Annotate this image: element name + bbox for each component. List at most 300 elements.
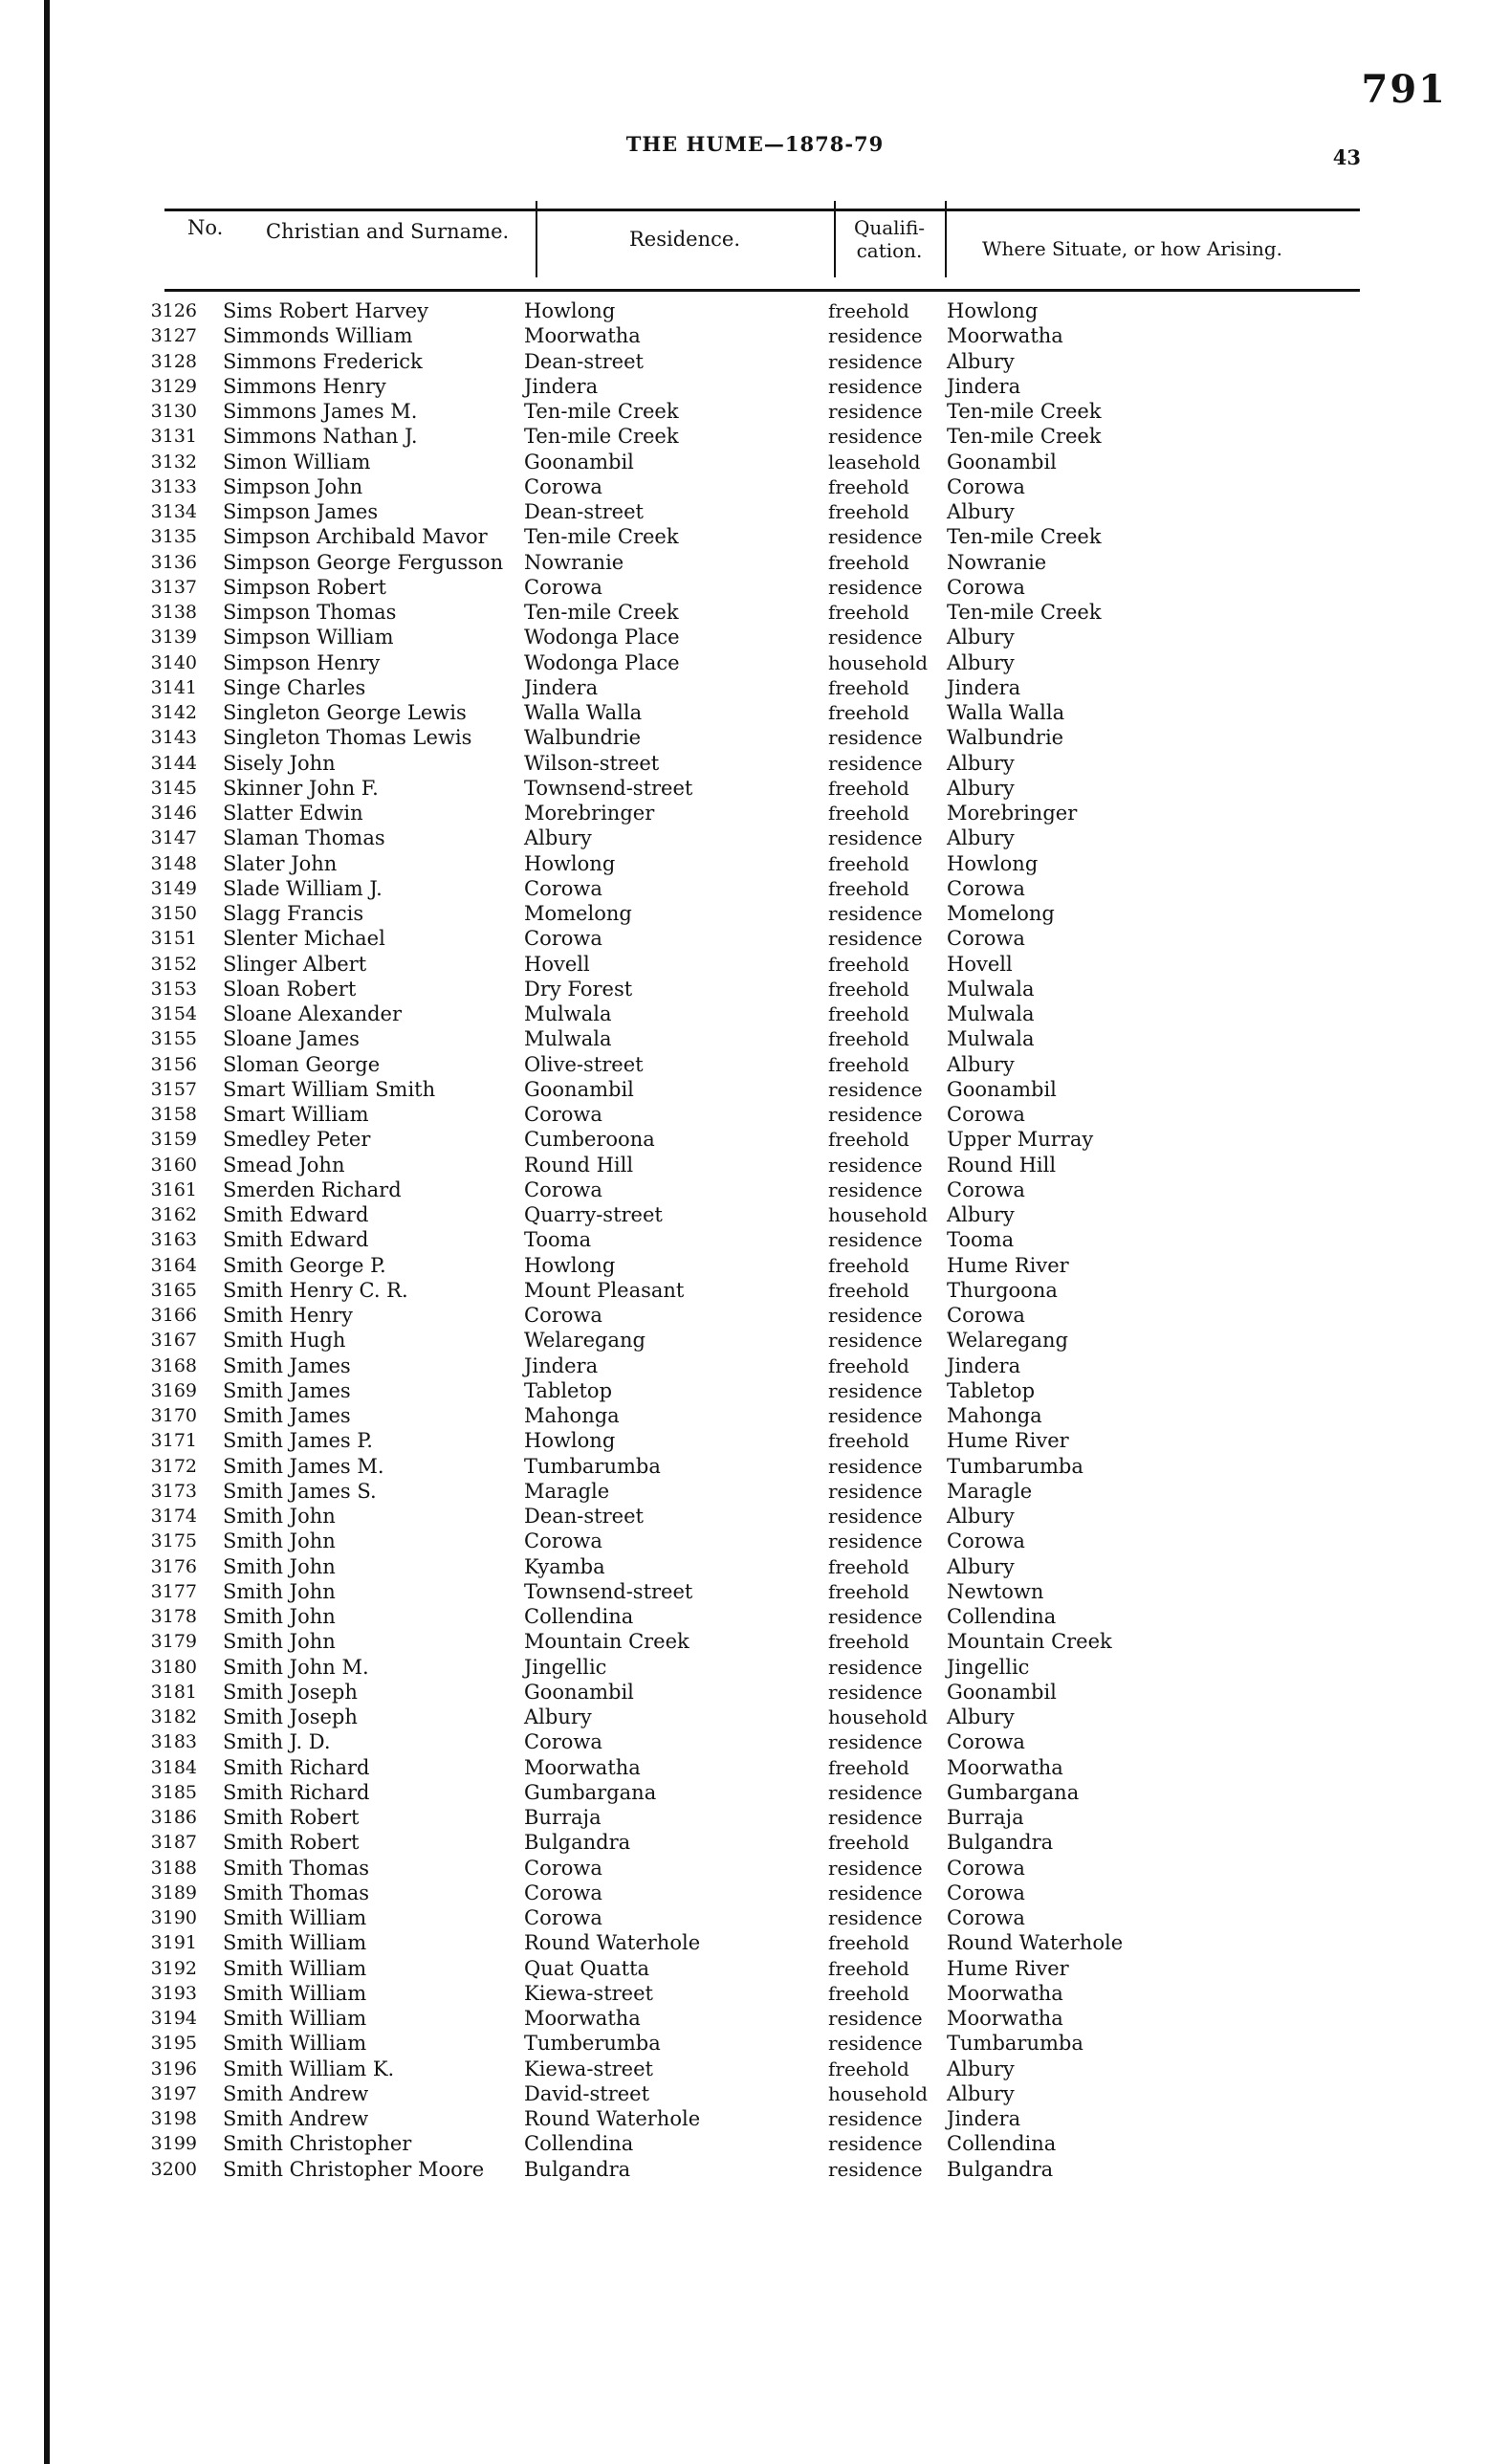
residence: Collendina xyxy=(524,2132,634,2156)
table-row xyxy=(0,1729,1510,1754)
elector-name: Smith Thomas xyxy=(223,1856,370,1880)
header-rule-bottom xyxy=(164,289,1360,292)
where-situate: Howlong xyxy=(947,851,1039,875)
where-situate: Ten-mile Creek xyxy=(947,525,1102,549)
residence: Corowa xyxy=(524,575,602,599)
where-situate: Goonambil xyxy=(947,1077,1057,1101)
elector-name: Smead John xyxy=(223,1153,345,1177)
table-row xyxy=(0,2031,1510,2056)
residence: Jindera xyxy=(524,675,599,699)
qualification: residence xyxy=(828,1505,923,1528)
table-row xyxy=(0,1930,1510,1955)
where-situate: Round Waterhole xyxy=(947,1931,1124,1955)
qualification: freehold xyxy=(828,474,909,498)
entry-number: 3170 xyxy=(150,1405,197,1426)
where-situate: Corowa xyxy=(947,1103,1025,1126)
qualification: freehold xyxy=(828,1579,909,1603)
where-situate: Albury xyxy=(947,500,1015,523)
qualification: residence xyxy=(828,2157,923,2181)
residence: Corowa xyxy=(524,1906,602,1929)
qualification: residence xyxy=(828,2132,923,2156)
residence: Ten-mile Creek xyxy=(524,525,679,549)
entry-number: 3187 xyxy=(150,1832,197,1854)
elector-name: Slatter Edwin xyxy=(223,802,363,825)
where-situate: Hume River xyxy=(947,1429,1069,1453)
residence: Goonambil xyxy=(524,1680,634,1704)
sheet-number: 43 xyxy=(1332,145,1361,169)
qualification: residence xyxy=(828,1806,923,1829)
residence: Howlong xyxy=(524,299,616,322)
residence: Tumberumba xyxy=(524,2032,661,2056)
entry-number: 3181 xyxy=(150,1681,197,1703)
residence: Dry Forest xyxy=(524,977,633,1001)
entry-number: 3138 xyxy=(150,602,197,623)
elector-name: Smith Richard xyxy=(223,1780,370,1804)
qualification: residence xyxy=(828,2107,923,2130)
entry-number: 3194 xyxy=(150,2008,197,2029)
elector-name: Smerden Richard xyxy=(223,1177,402,1201)
elector-name: Slagg Francis xyxy=(223,902,364,925)
qualification: freehold xyxy=(828,1278,909,1302)
elector-name: Smith Edward xyxy=(223,1203,369,1226)
page-number: 791 xyxy=(1361,67,1447,112)
entry-number: 3169 xyxy=(150,1379,197,1401)
where-situate: Corowa xyxy=(947,1906,1025,1929)
entry-number: 3163 xyxy=(150,1229,197,1251)
elector-name: Smith Hugh xyxy=(223,1329,346,1353)
table-row xyxy=(0,1353,1510,1378)
table-row xyxy=(0,751,1510,776)
where-situate: Round Hill xyxy=(947,1153,1057,1177)
where-situate: Tabletop xyxy=(947,1378,1036,1402)
qualification: residence xyxy=(828,1906,923,1929)
where-situate: Tooma xyxy=(947,1228,1015,1252)
elector-name: Simpson George Fergusson xyxy=(223,550,504,574)
table-row xyxy=(0,1604,1510,1629)
where-situate: Albury xyxy=(947,349,1015,373)
where-situate: Albury xyxy=(947,1705,1015,1728)
table-row xyxy=(0,298,1510,323)
table-row xyxy=(0,2057,1510,2081)
table-row xyxy=(0,1253,1510,1278)
header-rule-top xyxy=(164,209,1360,211)
header-qualification: Qualifi- cation. xyxy=(853,216,926,262)
residence: Corowa xyxy=(524,876,602,900)
table-row xyxy=(0,1755,1510,1780)
qualification: freehold xyxy=(828,675,909,699)
elector-name: Smith John xyxy=(223,1605,336,1628)
qualification: residence xyxy=(828,1454,923,1478)
elector-name: Smith Christopher xyxy=(223,2132,412,2156)
entry-number: 3135 xyxy=(150,526,197,548)
table-row xyxy=(0,1780,1510,1805)
table-row xyxy=(0,1454,1510,1479)
entry-number: 3159 xyxy=(150,1129,197,1151)
qualification: residence xyxy=(828,751,923,775)
qualification: residence xyxy=(828,1228,923,1252)
entry-number: 3142 xyxy=(150,702,197,723)
entry-number: 3137 xyxy=(150,576,197,598)
qualification: freehold xyxy=(828,2057,909,2080)
elector-name: Smith J. D. xyxy=(223,1730,331,1754)
entry-number: 3148 xyxy=(150,852,197,874)
elector-name: Simon William xyxy=(223,450,371,473)
where-situate: Hume River xyxy=(947,1956,1069,1980)
where-situate: Albury xyxy=(947,2057,1015,2080)
where-situate: Ten-mile Creek xyxy=(947,400,1102,423)
elector-name: Smith John xyxy=(223,1529,336,1553)
entry-number: 3149 xyxy=(150,877,197,899)
entry-number: 3165 xyxy=(150,1279,197,1301)
residence: Tumbarumba xyxy=(524,1454,661,1478)
elector-name: Simmons Nathan J. xyxy=(223,425,418,449)
qualification: freehold xyxy=(828,1956,909,1980)
residence: Goonambil xyxy=(524,450,634,473)
residence: Kyamba xyxy=(524,1554,605,1578)
qualification: freehold xyxy=(828,851,909,875)
elector-name: Smith Christopher Moore xyxy=(223,2157,485,2181)
residence: Walbundrie xyxy=(524,726,642,750)
where-situate: Albury xyxy=(947,826,1015,850)
elector-table-body xyxy=(0,298,1510,2182)
qualification: residence xyxy=(828,1605,923,1628)
table-row xyxy=(0,776,1510,801)
qualification: residence xyxy=(828,1730,923,1754)
residence: Bulgandra xyxy=(524,1831,631,1855)
residence: Burraja xyxy=(524,1806,602,1829)
qualification: residence xyxy=(828,826,923,850)
where-situate: Corowa xyxy=(947,575,1025,599)
table-row xyxy=(0,1303,1510,1328)
where-situate: Corowa xyxy=(947,1856,1025,1880)
qualification: residence xyxy=(828,1404,923,1427)
elector-name: Sloane Alexander xyxy=(223,1002,403,1025)
entry-number: 3174 xyxy=(150,1506,197,1527)
table-row xyxy=(0,1881,1510,1905)
table-row xyxy=(0,1052,1510,1077)
entry-number: 3191 xyxy=(150,1932,197,1954)
residence: Welaregang xyxy=(524,1329,646,1353)
table-row xyxy=(0,901,1510,926)
table-row xyxy=(0,650,1510,675)
residence: Jingellic xyxy=(524,1655,607,1679)
elector-name: Smith James S. xyxy=(223,1479,377,1503)
where-situate: Corowa xyxy=(947,1304,1025,1327)
table-row xyxy=(0,600,1510,625)
residence: Dean-street xyxy=(524,500,644,523)
elector-name: Smith Thomas xyxy=(223,1881,370,1904)
residence: Goonambil xyxy=(524,1077,634,1101)
header-name: Christian and Surname. xyxy=(266,220,510,243)
entry-number: 3161 xyxy=(150,1178,197,1200)
qualification: freehold xyxy=(828,1027,909,1051)
qualification: freehold xyxy=(828,876,909,900)
table-row xyxy=(0,977,1510,1001)
residence: Mountain Creek xyxy=(524,1630,689,1654)
elector-name: Smith John xyxy=(223,1554,336,1578)
table-row xyxy=(0,1102,1510,1127)
residence: Momelong xyxy=(524,902,632,925)
entry-number: 3172 xyxy=(150,1455,197,1477)
qualification: freehold xyxy=(828,1128,909,1152)
entry-number: 3182 xyxy=(150,1706,197,1727)
elector-name: Smith William xyxy=(223,1931,367,1955)
where-situate: Thurgoona xyxy=(947,1278,1058,1302)
entry-number: 3127 xyxy=(150,325,197,347)
qualification: freehold xyxy=(828,1931,909,1955)
table-row xyxy=(0,374,1510,399)
where-situate: Collendina xyxy=(947,1605,1057,1628)
elector-name: Smith John xyxy=(223,1579,336,1603)
entry-number: 3154 xyxy=(150,1003,197,1024)
residence: Corowa xyxy=(524,1103,602,1126)
elector-name: Simmons James M. xyxy=(223,400,418,423)
elector-name: Smart William xyxy=(223,1103,369,1126)
elector-name: Singleton George Lewis xyxy=(223,701,467,724)
elector-name: Slater John xyxy=(223,851,338,875)
elector-name: Sloane James xyxy=(223,1027,360,1051)
where-situate: Moorwatha xyxy=(947,324,1063,348)
entry-number: 3145 xyxy=(150,777,197,799)
entry-number: 3134 xyxy=(150,501,197,522)
elector-name: Smith Andrew xyxy=(223,2107,369,2130)
entry-number: 3128 xyxy=(150,350,197,372)
table-row xyxy=(0,323,1510,348)
table-row xyxy=(0,349,1510,374)
qualification: freehold xyxy=(828,500,909,523)
qualification: residence xyxy=(828,1780,923,1804)
table-row xyxy=(0,700,1510,725)
residence: Wodonga Place xyxy=(524,650,680,674)
qualification: leasehold xyxy=(828,450,921,473)
elector-name: Sims Robert Harvey xyxy=(223,299,428,322)
elector-name: Smith William xyxy=(223,1906,367,1929)
elector-name: Slenter Michael xyxy=(223,927,385,951)
residence: Quat Quatta xyxy=(524,1956,650,1980)
qualification: residence xyxy=(828,1103,923,1126)
elector-name: Simmonds William xyxy=(223,324,413,348)
qualification: freehold xyxy=(828,299,909,322)
residence: Maragle xyxy=(524,1479,610,1503)
qualification: residence xyxy=(828,1856,923,1880)
residence: Albury xyxy=(524,826,592,850)
entry-number: 3178 xyxy=(150,1606,197,1627)
where-situate: Corowa xyxy=(947,1177,1025,1201)
qualification: residence xyxy=(828,1479,923,1503)
qualification: freehold xyxy=(828,802,909,825)
qualification: residence xyxy=(828,1177,923,1201)
elector-name: Singleton Thomas Lewis xyxy=(223,726,472,750)
qualification: freehold xyxy=(828,601,909,624)
table-row xyxy=(0,825,1510,850)
elector-name: Smith Henry xyxy=(223,1304,353,1327)
residence: Mulwala xyxy=(524,1002,612,1025)
qualification: household xyxy=(828,650,929,674)
table-row xyxy=(0,1830,1510,1855)
header-where: Where Situate, or how Arising. xyxy=(981,237,1282,260)
where-situate: Albury xyxy=(947,776,1015,800)
where-situate: Walbundrie xyxy=(947,726,1064,750)
elector-name: Smith Richard xyxy=(223,1755,370,1779)
residence: Collendina xyxy=(524,1605,634,1628)
where-situate: Ten-mile Creek xyxy=(947,425,1102,449)
residence: Hovell xyxy=(524,952,590,976)
entry-number: 3196 xyxy=(150,2057,197,2079)
residence: Albury xyxy=(524,1705,592,1728)
table-row xyxy=(0,424,1510,449)
table-row xyxy=(0,1504,1510,1529)
where-situate: Jindera xyxy=(947,374,1021,398)
residence: Howlong xyxy=(524,1429,616,1453)
residence: Dean-street xyxy=(524,349,644,373)
elector-name: Simpson Robert xyxy=(223,575,386,599)
where-situate: Hume River xyxy=(947,1253,1069,1277)
elector-name: Smith Edward xyxy=(223,1228,369,1252)
elector-name: Smith Henry C. R. xyxy=(223,1278,408,1302)
entry-number: 3188 xyxy=(150,1857,197,1879)
elector-name: Simpson Thomas xyxy=(223,601,397,624)
table-row xyxy=(0,801,1510,825)
where-situate: Mulwala xyxy=(947,1002,1035,1025)
table-row xyxy=(0,550,1510,575)
qualification: residence xyxy=(828,575,923,599)
where-situate: Jingellic xyxy=(947,1655,1030,1679)
qualification: residence xyxy=(828,2032,923,2056)
where-situate: Jindera xyxy=(947,675,1021,699)
where-situate: Bulgandra xyxy=(947,2157,1054,2181)
table-row xyxy=(0,1981,1510,2006)
where-situate: Albury xyxy=(947,2081,1015,2105)
qualification: residence xyxy=(828,1881,923,1904)
table-row xyxy=(0,1153,1510,1177)
header-residence: Residence. xyxy=(629,228,740,251)
qualification: freehold xyxy=(828,1002,909,1025)
entry-number: 3185 xyxy=(150,1781,197,1803)
where-situate: Mulwala xyxy=(947,1027,1035,1051)
table-row xyxy=(0,2106,1510,2131)
qualification: residence xyxy=(828,902,923,925)
entry-number: 3157 xyxy=(150,1078,197,1100)
table-row xyxy=(0,474,1510,499)
entry-number: 3133 xyxy=(150,475,197,497)
where-situate: Albury xyxy=(947,751,1015,775)
residence: Tabletop xyxy=(524,1378,613,1402)
residence: Corowa xyxy=(524,1177,602,1201)
qualification: residence xyxy=(828,324,923,348)
residence: Townsend-street xyxy=(524,776,693,800)
where-situate: Walla Walla xyxy=(947,701,1065,724)
entry-number: 3167 xyxy=(150,1330,197,1352)
where-situate: Albury xyxy=(947,626,1015,649)
qualification: residence xyxy=(828,1378,923,1402)
table-row xyxy=(0,952,1510,977)
elector-name: Sisely John xyxy=(223,751,336,775)
entry-number: 3173 xyxy=(150,1480,197,1502)
running-title: THE HUME—1878-79 xyxy=(625,132,885,156)
residence: Walla Walla xyxy=(524,701,643,724)
where-situate: Mahonga xyxy=(947,1404,1042,1427)
entry-number: 3129 xyxy=(150,375,197,397)
qualification: residence xyxy=(828,1304,923,1327)
residence: Jindera xyxy=(524,1353,599,1377)
table-row xyxy=(0,1428,1510,1453)
residence: Morebringer xyxy=(524,802,655,825)
residence: Mount Pleasant xyxy=(524,1278,685,1302)
qualification: residence xyxy=(828,349,923,373)
qualification: household xyxy=(828,2081,929,2105)
where-situate: Goonambil xyxy=(947,450,1057,473)
table-row xyxy=(0,1680,1510,1705)
residence: Corowa xyxy=(524,1529,602,1553)
table-row xyxy=(0,1479,1510,1504)
entry-number: 3162 xyxy=(150,1204,197,1225)
table-row xyxy=(0,926,1510,951)
entry-number: 3200 xyxy=(150,2158,197,2180)
table-row xyxy=(0,1077,1510,1102)
qualification: household xyxy=(828,1705,929,1728)
where-situate: Albury xyxy=(947,1203,1015,1226)
entry-number: 3144 xyxy=(150,752,197,774)
residence: Round Waterhole xyxy=(524,2107,701,2130)
elector-name: Smart William Smith xyxy=(223,1077,436,1101)
qualification: household xyxy=(828,1203,929,1226)
entry-number: 3186 xyxy=(150,1807,197,1828)
where-situate: Jindera xyxy=(947,2107,1021,2130)
elector-name: Smith George P. xyxy=(223,1253,386,1277)
qualification: residence xyxy=(828,525,923,549)
elector-name: Smith James xyxy=(223,1378,351,1402)
where-situate: Bulgandra xyxy=(947,1831,1054,1855)
residence: Ten-mile Creek xyxy=(524,601,679,624)
residence: Corowa xyxy=(524,1881,602,1904)
entry-number: 3147 xyxy=(150,827,197,849)
entry-number: 3184 xyxy=(150,1756,197,1778)
residence: Moorwatha xyxy=(524,1755,641,1779)
qualification: freehold xyxy=(828,1831,909,1855)
qualification: residence xyxy=(828,726,923,750)
residence: Corowa xyxy=(524,1856,602,1880)
residence: Round Hill xyxy=(524,1153,634,1177)
entry-number: 3193 xyxy=(150,1982,197,2004)
elector-name: Simmons Henry xyxy=(223,374,386,398)
qualification: freehold xyxy=(828,952,909,976)
qualification: residence xyxy=(828,1680,923,1704)
entry-number: 3153 xyxy=(150,978,197,1000)
entry-number: 3189 xyxy=(150,1881,197,1903)
where-situate: Maragle xyxy=(947,1479,1033,1503)
where-situate: Corowa xyxy=(947,1529,1025,1553)
residence: Kiewa-street xyxy=(524,1981,653,2005)
table-row xyxy=(0,1629,1510,1654)
elector-name: Slade William J. xyxy=(223,876,383,900)
elector-name: Simpson John xyxy=(223,474,363,498)
residence: Kiewa-street xyxy=(524,2057,653,2080)
table-row xyxy=(0,2131,1510,2156)
table-row xyxy=(0,399,1510,424)
table-row xyxy=(0,725,1510,750)
elector-name: Smith Joseph xyxy=(223,1680,358,1704)
where-situate: Howlong xyxy=(947,299,1039,322)
entry-number: 3155 xyxy=(150,1028,197,1050)
where-situate: Jindera xyxy=(947,1353,1021,1377)
table-row xyxy=(0,851,1510,876)
where-situate: Mountain Creek xyxy=(947,1630,1112,1654)
where-situate: Moorwatha xyxy=(947,1755,1063,1779)
residence: Ten-mile Creek xyxy=(524,400,679,423)
residence: Nowranie xyxy=(524,550,624,574)
elector-name: Smith James P. xyxy=(223,1429,373,1453)
elector-name: Smedley Peter xyxy=(223,1128,371,1152)
